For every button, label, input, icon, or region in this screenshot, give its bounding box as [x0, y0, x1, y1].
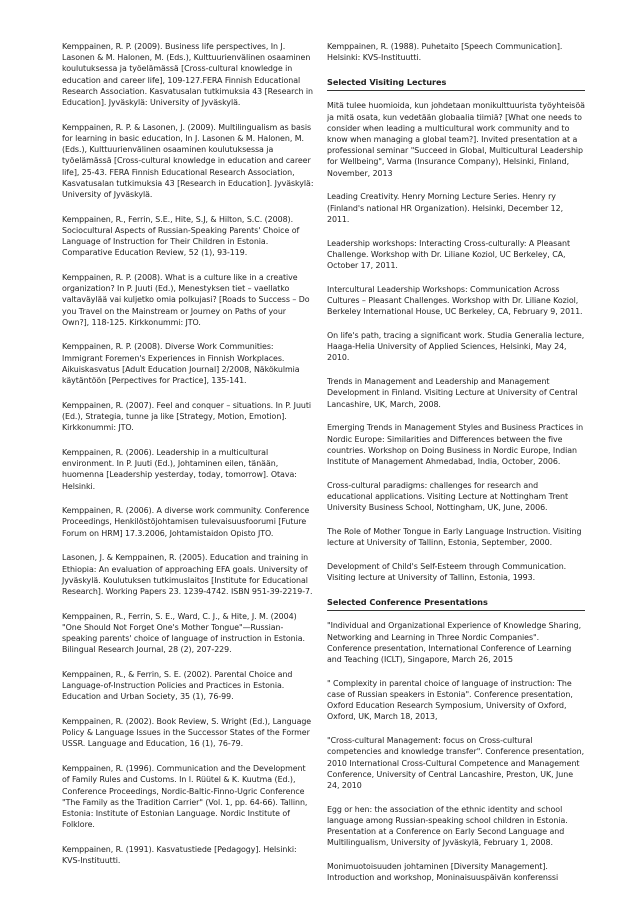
section-header-conference-presentations	[327, 597, 585, 611]
conference-entry: " Complexity in parental choice of language of instruction: The case of Russian speakers in Estonia". Conference presentation, Oxford Education Research Symposium, University of Oxford, Oxford, UK, March 18, 2013,	[327, 678, 573, 722]
lecture-entry: Leading Creativity. Henry Morning Lecture Series. Henry ry (Finland's national HR Organization). Helsinki, December 12, 2011.	[327, 192, 564, 224]
publication-entry: Kemppainen, R. P. & Lasonen, J. (2009). Multilingualism as basis for learning in basic education, In J. Lasonen & M. Halonen, M. (Eds.), Kulttuurienvälinen osaaminen koulutuksessa ja työelämässä [Cross-cultural knowledge in education and career life], 25-43. FERA Finnish Educational Research Association, Kasvatusalan tutkimuksia 43 [Research in Education]. Jyväskylä: University of Jyväskylä.	[62, 122, 314, 199]
lecture-entry: Leadership workshops: Interacting Cross-culturally: A Pleasant Challenge. Workshop with Dr. Liliane Koziol, UC Berkeley, CA, October 17, 2011.	[327, 238, 571, 271]
section-heading: Selected Visiting Lectures	[327, 77, 447, 88]
publication-entry: Kemppainen, R. (1996). Communication and the Development of Family Rules and Customs. In I. Rüütel & K. Kuutma (Ed.), Conference Proceedings, Nordic-Baltic-Finno-Ugric Conference "The Family as the Tradition Carrier" (Vol. 1, pp. 64-66). Tallinn, Estonia: Institute of Estonian Language. Nordic Institute of Folklore.	[62, 764, 308, 830]
publication-entry: Kemppainen, R. (1988). Puhetaito [Speech Communication]. Helsinki: KVS-Instituutti.	[327, 42, 563, 63]
publication-entry: Kemppainen, R. P. (2009). Business life perspectives, In J. Lasonen & M. Halonen, M. (Eds.), Kulttuurienvälinen osaaminen koulutuksessa ja työelämässä [Cross-cultural knowledge in education and career life], 109-127.FERA Finnish Educational Research Association. Kasvatusalan tutkimuksia 43 [Research in Education]. Jyväskylä: University of Jyväskylä.	[62, 42, 313, 108]
publication-entry: Kemppainen, R. (2002). Book Review, S. Wright (Ed.), Language Policy & Language Issues in the Successor States of the Former USSR. Language and Education, 16 (1), 76-79.	[62, 717, 312, 749]
lecture-entry: Development of Child's Self-Esteem through Communication. Visiting lecture at University of Tallinn, Estonia, 1993.	[327, 562, 567, 583]
lecture-entry: The Role of Mother Tongue in Early Language Instruction. Visiting lecture at University of Tallinn, Estonia, September, 2000.	[327, 527, 582, 548]
conference-entry: "Individual and Organizational Experience of Knowledge Sharing, Networking and Learning in Three Nordic Companies". Conference presentation, International Conference of Learning and Teaching (ICLT), Singapore, March 26, 2015	[327, 621, 582, 665]
section-heading: Selected Conference Presentations	[327, 597, 488, 608]
lecture-entry: Emerging Trends in Management Styles and Business Practices in Nordic Europe: Similarities and Differences between the five countries. Workshop on Doing Business in Nordic Europe, Indian Institute of Management Ahmedabad, India, October, 2006.	[327, 423, 584, 467]
lecture-entry: Intercultural Leadership Workshops: Communication Across Cultures – Pleasant Challenges. Workshop with Dr. Liliane Koziol, Berkeley International House, UC Berkeley, CA, February 9, 2011.	[327, 284, 583, 317]
lecture-entry: Trends in Management and Leadership and Management Development in Finland. Visiting Lecture at University of Central Lancashire, UK, March, 2008.	[327, 377, 578, 409]
publication-entry: Kemppainen, R. (2006). Leadership in a multicultural environment. In P. Juuti (Ed.), Johtaminen eilen, tänään, huomenna [Leadership yesterday, today, tomorrow]. Otava: Helsinki.	[62, 447, 297, 491]
conference-entry: Egg or hen: the association of the ethnic identity and school language among Russian-speaking school children in Estonia. Presentation at a Conference on Early Second Language and Multilingualism, University of Jyväskylä, February 1, 2008.	[327, 804, 568, 848]
lecture-entry: Cross-cultural paradigms: challenges for research and educational applications. Visiting Lecture at Nottingham Trent University Business School, Nottingham, UK, June, 2006.	[327, 480, 569, 513]
publication-entry: Kemppainen, R., & Ferrin, S. E. (2002). Parental Choice and Language-of-Instruction Policies and Practices in Estonia. Education and Urban Society, 35 (1), 76-99.	[62, 669, 293, 702]
publication-entry: Kemppainen, R., Ferrin, S.E., Hite, S.J, & Hilton, S.C. (2008). Sociocultural Aspects of Russian-Speaking Parents' Choice of Language of Instruction for Their Children in Estonia. Comparative Education Review, 52 (1), 93-119.	[62, 214, 300, 258]
lecture-entry: Mitä tulee huomioida, kun johdetaan monikulttuurista työyhteisöä ja mitä osata, kun vedetään globaalia tiimiä? [What one needs to consider when leading a multicultural work community and to know when managing a global team?]. Invited presentation at a professional seminar "Succeed in Global, Multicultural Leadership for Wellbeing", Varma (Insurance Company), Helsinki, Finland, November, 2013	[327, 101, 585, 178]
publication-entry: Kemppainen, R., Ferrin, S. E., Ward, C. J., & Hite, J. M. (2004) "One Should Not Forget One's Mother Tongue"—Russian-speaking parents' choice of language of instruction in Estonia. Bilingual Research Journal, 28 (2), 207-229.	[62, 611, 305, 655]
section-header-visiting-lectures	[327, 77, 585, 91]
left-column	[62, 41, 315, 866]
right-column	[327, 41, 585, 896]
publication-entry: Kemppainen, R. (2007). Feel and conquer – situations. In P. Juuti (Ed.), Strategia, tunne ja like [Strategy, Motion, Emotion]. Kirkkonummi: JTO.	[62, 400, 312, 433]
publication-entry: Kemppainen, R. (1991). Kasvatustiede [Pedagogy]. Helsinki: KVS-Instituutti.	[62, 844, 297, 866]
publication-entry: Kemppainen, R. P. (2008). What is a culture like in a creative organization? In P. Juuti (Ed.), Menestyksen tiet – vaellatko valtaväylää vai kuljetko omia polkujasi? [Roads to Success – Do you Travel on the Mainstream or Journey on Paths of your Own?], 118-125. Kirkkonummi: JTO.	[62, 272, 310, 327]
conference-entry: "Cross-cultural Management: focus on Cross-cultural competencies and knowledge transfer". Conference presentation, 2010 International Cross-Cultural Competence and Management Conference, University of Central Lancashire, Preston, UK, June 24, 2010	[327, 736, 585, 791]
publication-entry: Lasonen, J. & Kemppainen, R. (2005). Education and training in Ethiopia: An evaluation of approaching EFA goals. University of Jyväskylä. Koulutuksen tutkimuslaitos [Institute for Educational Research]. Working Papers 23. 1239-4742. ISBN 951-39-2219-7.	[62, 553, 313, 596]
publication-entry: Kemppainen, R. (2006). A diverse work community. Conference Proceedings, Henkilöstöjohtamisen tulevaisuusfoorumi [Future Forum on HRM] 17.3.2006, Johtamistaidon Opisto JTO.	[62, 506, 310, 538]
conference-entry: Monimuotoisuuden johtaminen [Diversity Management]. Introduction and workshop, Moninaisuuspäivän konferenssi	[327, 862, 559, 883]
lecture-entry: On life's path, tracing a significant work. Studia Generalia lecture, Haaga-Helia University of Applied Sciences, Helsinki, May 24, 2010.	[327, 331, 585, 363]
section-divider	[327, 610, 585, 611]
publication-entry: Kemppainen, R. P. (2008). Diverse Work Communities: Immigrant Foremen's Experiences in Finnish Workplaces. Aikuiskasvatus [Adult Education Journal] 2/2008, Näkökulmia käytäntöön [Perpectives for Practice], 135-141.	[62, 342, 300, 386]
section-divider	[327, 90, 585, 91]
